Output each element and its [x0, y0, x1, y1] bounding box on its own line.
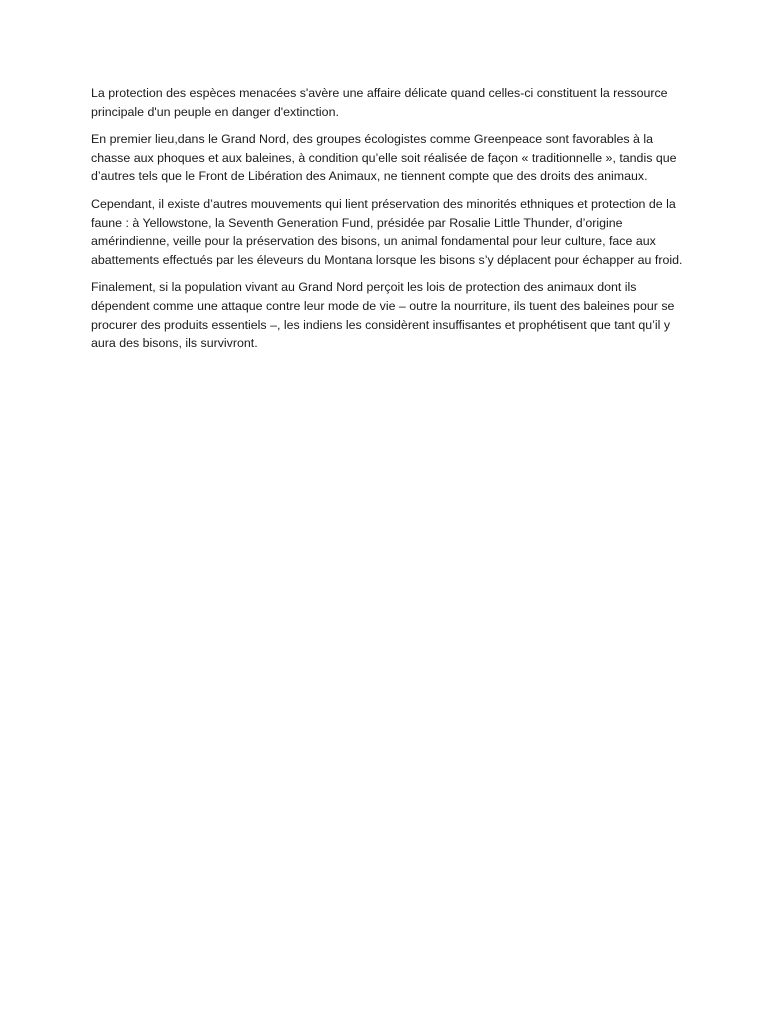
paragraph-conclusion: Finalement, si la population vivant au Grand Nord perçoit les lois de protection des animaux dont ils dépendent comme une attaque contre leur mode de vie – outre la nourriture, ils tuent des baleines pour se procurer des produits essentiels –, les indiens les considèrent insuffisantes et prophétisent que tant qu’il y aura des bisons, ils survivront. — [91, 280, 675, 351]
paragraph-first-point: En premier lieu,dans le Grand Nord, des groupes écologistes comme Greenpeace sont favorables à la chasse aux phoques et aux baleines, à condition qu’elle soit réalisée de façon « traditionnelle », tandis que d’autres tels que le Front de Libération des Animaux, ne tiennent compte que des droits des animaux. — [91, 132, 677, 184]
paragraph-intro: La protection des espèces menacées s'avère une affaire délicate quand celles-ci constituent la ressource principale d'un peuple en danger d'extinction. — [91, 86, 668, 119]
document-body — [91, 84, 683, 362]
paragraph-second-point: Cependant, il existe d’autres mouvements qui lient préservation des minorités ethniques et protection de la faune : à Yellowstone, la Seventh Generation Fund, présidée par Rosalie Little Thunder, d’origine amérindienne, veille pour la préservation des bisons, un animal fondamental pour leur culture, face aux abattements effectués par les éleveurs du Montana lorsque les bisons s’y déplacent pour échapper au froid. — [91, 196, 683, 267]
